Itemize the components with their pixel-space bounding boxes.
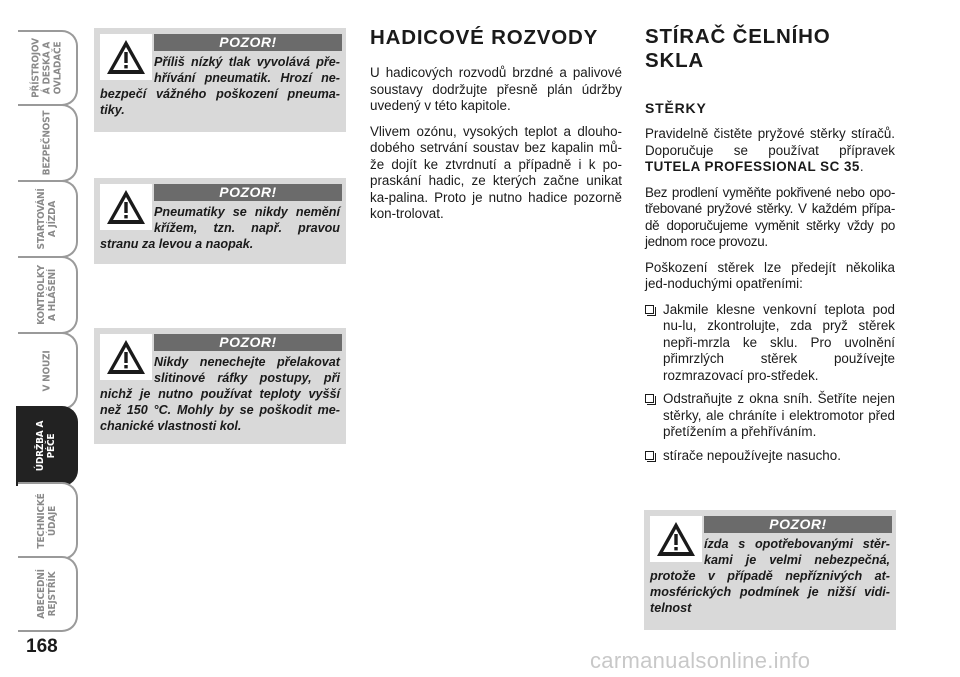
- tab-label-line: Á DESKA A: [41, 41, 53, 95]
- warning-banner: POZOR!: [704, 516, 892, 533]
- punctuation: .: [859, 159, 864, 174]
- tab-label-line: ÚDAJE: [47, 505, 58, 537]
- watermark-text: carmanualsonline.info: [590, 648, 811, 673]
- tab-technicke-udaje[interactable]: [18, 482, 78, 560]
- checkbox-bullet-icon: [645, 394, 654, 403]
- warning-text: Příliš nízký tlak vyvolává pře-hřívání pneumatik. Hrozí ne-bezpečí vážného poškození pneuma-tiky.: [100, 55, 340, 117]
- wiper-paragraph: Bez prodlení vyměňte pokřivené nebo opo-třebované pryžové stěrky. V každém přípa-dě doporučujeme vyměnit stěrky vždy po jednom roce provozu.: [645, 184, 895, 249]
- list-item: [645, 302, 895, 385]
- tab-abecedni-rejstrik[interactable]: [18, 556, 78, 632]
- wiper-paragraph: Poškození stěrek lze předejít několika jed-noduchými opatřeními:: [645, 259, 895, 291]
- tab-label-line: A HLÁŠENÍ: [47, 268, 58, 322]
- list-item-text: Odstraňujte z okna sníh. Šetříte nejen stěrky, ale chráníte i elektromotor před přetížením a přehříváním.: [663, 391, 895, 439]
- section-tabs: [0, 0, 80, 640]
- warning-box: [644, 510, 896, 630]
- wiper-title-line: SKLA: [645, 49, 705, 72]
- warning-box: [94, 178, 346, 264]
- tab-bezpecnost[interactable]: [18, 104, 78, 182]
- tab-label-line: ABECEDNÍ: [36, 569, 47, 619]
- section-heading-hoses: HADICOVÉ ROZVODY: [370, 26, 599, 49]
- tab-label-line: BEZPEČNOST: [41, 110, 53, 176]
- wiper-subheading: STĚRKY: [645, 100, 707, 116]
- checkbox-bullet-icon: [645, 305, 654, 314]
- section-heading-wiper: [645, 25, 830, 73]
- product-name: TUTELA PROFESSIONAL SC 35: [645, 159, 860, 174]
- list-item-text: stírače nepoužívejte nasucho.: [663, 447, 841, 463]
- tab-label-line: TECHNICKÉ: [36, 493, 47, 549]
- warning-box: [94, 28, 346, 132]
- tab-label-line: KONTROLKY: [36, 265, 47, 325]
- page-number: 168: [26, 636, 58, 657]
- tab-label-line: STARTOVÁNÍ: [36, 188, 47, 250]
- hoses-paragraph: U hadicových rozvodů brzdné a palivové soustavy dodržujte přesně plán údržby uvedený v této kapitole.: [370, 65, 622, 113]
- wiper-body: [645, 126, 895, 471]
- tab-label-line: PŘÍSTROJOV: [30, 38, 42, 98]
- wiper-paragraph: Pravidelně čistěte pryžové stěrky stíračů. Doporučuje se používat přípravek: [645, 126, 895, 158]
- tab-v-nouzi[interactable]: [18, 332, 78, 410]
- hoses-body: [370, 65, 622, 232]
- tab-label-line: A JÍZDA: [47, 200, 58, 238]
- tab-label-line: V NOUZI: [41, 350, 53, 392]
- tab-pristrojova-deska[interactable]: [18, 30, 78, 106]
- tab-label-line: REJSTŘÍK: [47, 571, 58, 617]
- tab-startovani[interactable]: [18, 180, 78, 258]
- hoses-paragraph: Vlivem ozónu, vysokých teplot a dlouho-dobého setrvání soustav bez kapalin mů-že dojít ke ztvrdnutí a případně i k po-praskání hadic, ze kterých začne unikat ka-palina. Proto je nutno hadice pozorně kon-trolovat.: [370, 123, 622, 221]
- list-item-text: Jakmile klesne venkovní teplota pod nu-lu, zkontrolujte, zda pryž stěrek nepři-mrzla ke sklu. Pro uvolnění přimrzlých stěrek používejte rozmrazovací pro-středek.: [663, 301, 895, 383]
- tab-label-line: PÉČE: [46, 433, 57, 459]
- tab-label-line: ÚDRŽBA A: [35, 420, 46, 472]
- wiper-title-line: STÍRAČ ČELNÍHO: [645, 25, 831, 48]
- tab-label-line: OVLADAČE: [52, 41, 64, 95]
- warning-box: [94, 328, 346, 444]
- checkbox-bullet-icon: [645, 451, 654, 460]
- warning-banner: POZOR!: [154, 334, 342, 351]
- tab-kontrolky[interactable]: [18, 256, 78, 334]
- list-item: [645, 391, 895, 441]
- warning-banner: POZOR!: [154, 184, 342, 201]
- tab-udrzba-a-pece[interactable]: [16, 406, 78, 486]
- warning-text: Nikdy nenechejte přelakovat slitinové ráfky postupy, při nichž je nutno používat teploty vyšší než 150 °C. Mohly by se poškodit me-chanické vlastnosti kol.: [100, 355, 340, 433]
- list-item: [645, 448, 895, 465]
- warning-banner: POZOR!: [154, 34, 342, 51]
- warning-text: Pneumatiky se nikdy nemění křížem, tzn. např. pravou stranu za levou a naopak.: [100, 205, 340, 251]
- warning-text: ízda s opotřebovanými stěr-kami je velmi nebezpečná, protože v případě nepříznivých at-mosférických podmínek je nižší vidi-telnost: [650, 537, 890, 615]
